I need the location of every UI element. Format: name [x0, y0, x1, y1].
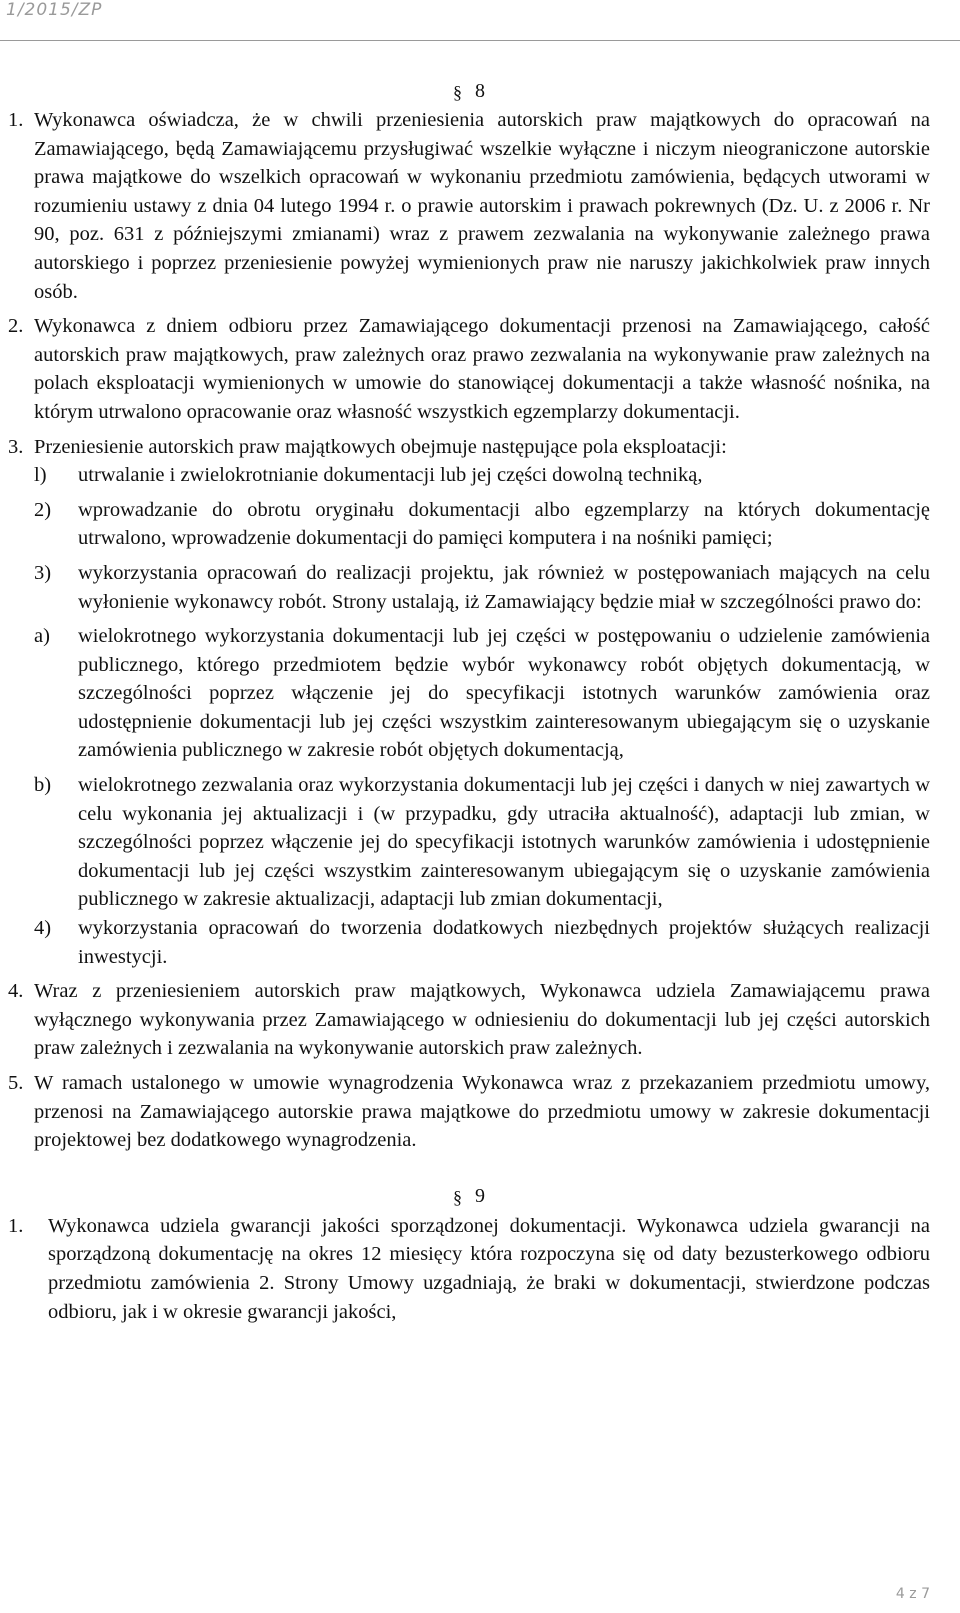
field-item-2: 2) wprowadzanie do obrotu oryginału dokumentacji albo egzemplarzy na których dokumentację utrwalono, wprowadzenie dokumentacji do pamięci komputera i na nośniki pamięci; — [34, 498, 930, 550]
section-8-item-3: 3. Przeniesienie autorskich praw majątkowych obejmuje następujące pola eksploatacji: — [8, 435, 727, 458]
field-item-1: l) utrwalanie i zwielokrotnianie dokumentacji lub jej części dowolną techniką, — [34, 464, 703, 487]
section-8-title: § 8 — [453, 80, 485, 102]
field-item-a: a) wielokrotnego wykorzystania dokumentacji lub jej części w postępowaniu o udzielenie zamówienia publicznego, którego przedmiotem będzie wybór wykonawcy robót objętych dokumentacją, w szczególności poprzez włączenie jej do specyfikacji istotnych warunków zamówienia oraz udostępnienie dokumentacji lub jej części wszystkim zainteresowanym ubiegającym się o uzyskanie zamówienia publicznego w zakresie robót objętych dokumentacją, — [34, 625, 930, 762]
section-8-item-4: 4. Wraz z przeniesieniem autorskich praw majątkowych, Wykonawca udziela Zamawiającemu prawa wyłącznego wykonywania przez Zamawiającego w odniesieniu do dokumentacji lub jej części autorskich praw zależnych i zezwalania na wykonywanie autorskich praw zależnych. — [8, 980, 930, 1060]
page-number: 4 z 7 — [895, 1586, 930, 1602]
header-rule — [0, 40, 960, 41]
section-8-item-2: 2. Wykonawca z dniem odbioru przez Zamawiającego dokumentacji przenosi na Zamawiającego, całość autorskich praw majątkowych, praw zależnych oraz prawo zezwalania na wykonywanie praw zależnych na polach eksploatacji wymienionych w umowie do stanowiącej dokumentacji a także własność nośnika, na którym utrwalono opracowanie oraz własność wszystkich egzemplarzy dokumentacji. — [8, 315, 930, 423]
section-8-item-1: 1. Wykonawca oświadcza, że w chwili przeniesienia autorskich praw majątkowych do opracowań na Zamawiającego, będą Zamawiającemu przysługiwać wszelkie wyłączne i niczym nieograniczone autorskie prawa majątkowe do wszelkich opracowań w wykonaniu przedmiotu zamówienia, będących utworami w rozumieniu ustawy z dnia 04 lutego 1994 r. o prawie autorskim i prawach pokrewnych (Dz. U. z 2006 r. Nr 90, poz. 631 z późniejszymi zmianami) wraz z prawem zezwalania na wykonywanie zależnego prawa autorskiego i poprzez przeniesienie powyżej wymienionych praw nie naruszy jakichkolwiek praw innych osób. — [8, 109, 930, 303]
section-sign-icon: § — [453, 82, 462, 102]
section-9-body — [0, 1212, 960, 1326]
section-9-title: § 9 — [453, 1184, 485, 1207]
field-item-4: 4) wykorzystania opracowań do tworzenia dodatkowych niezbędnych projektów służących realizacji inwestycji. — [34, 917, 930, 968]
page-header-ref: 1/2015/ZP — [6, 0, 103, 20]
field-item-3: 3) wykorzystania opracowań do realizacji projektu, jak również w postępowaniach mających na celu wyłonienie wykonawcy robót. Strony ustalają, iż Zamawiający będzie miał w szczególności prawo do: — [34, 561, 930, 613]
section-8-item-5: 5. W ramach ustalonego w umowie wynagrodzenia Wykonawca wraz z przekazaniem przedmiotu umowy, przenosi na Zamawiającego autorskie prawa majątkowe do przedmiotu umowy w zakresie dokumentacji projektowej bez dodatkowego wynagrodzenia. — [8, 1072, 930, 1152]
section-8-body — [0, 106, 960, 1326]
section-9-item-1: 1. Wykonawca udziela gwarancji jakości sporządzonej dokumentacji. Wykonawca udziela gwarancji na sporządzoną dokumentację na okres 12 miesięcy która rozpoczyna się od daty bezusterkowego odbioru przedmiotu zamówienia 2. Strony Umowy uzgadniają, że braki w dokumentacji, stwierdzone podczas odbioru, jak i w okresie gwarancji jakości, — [8, 1214, 930, 1323]
field-item-b: b) wielokrotnego zezwalania oraz wykorzystania dokumentacji lub jej części i danych w niej zawartych w celu wykonania jej aktualizacji i (w przypadku, gdy utraciła aktualność), adaptacji lub zmian, w szczególności poprzez włączenie jej do specyfikacji istotnych warunków zamówienia i udostępnienie dokumentacji lub jej części wszystkim zainteresowanym ubiegającym się o uzyskanie zamówienia publicznego w zakresie aktualizacji, adaptacji lub zmian dokumentacji, — [34, 774, 930, 911]
section-sign-icon: § — [453, 1186, 462, 1207]
